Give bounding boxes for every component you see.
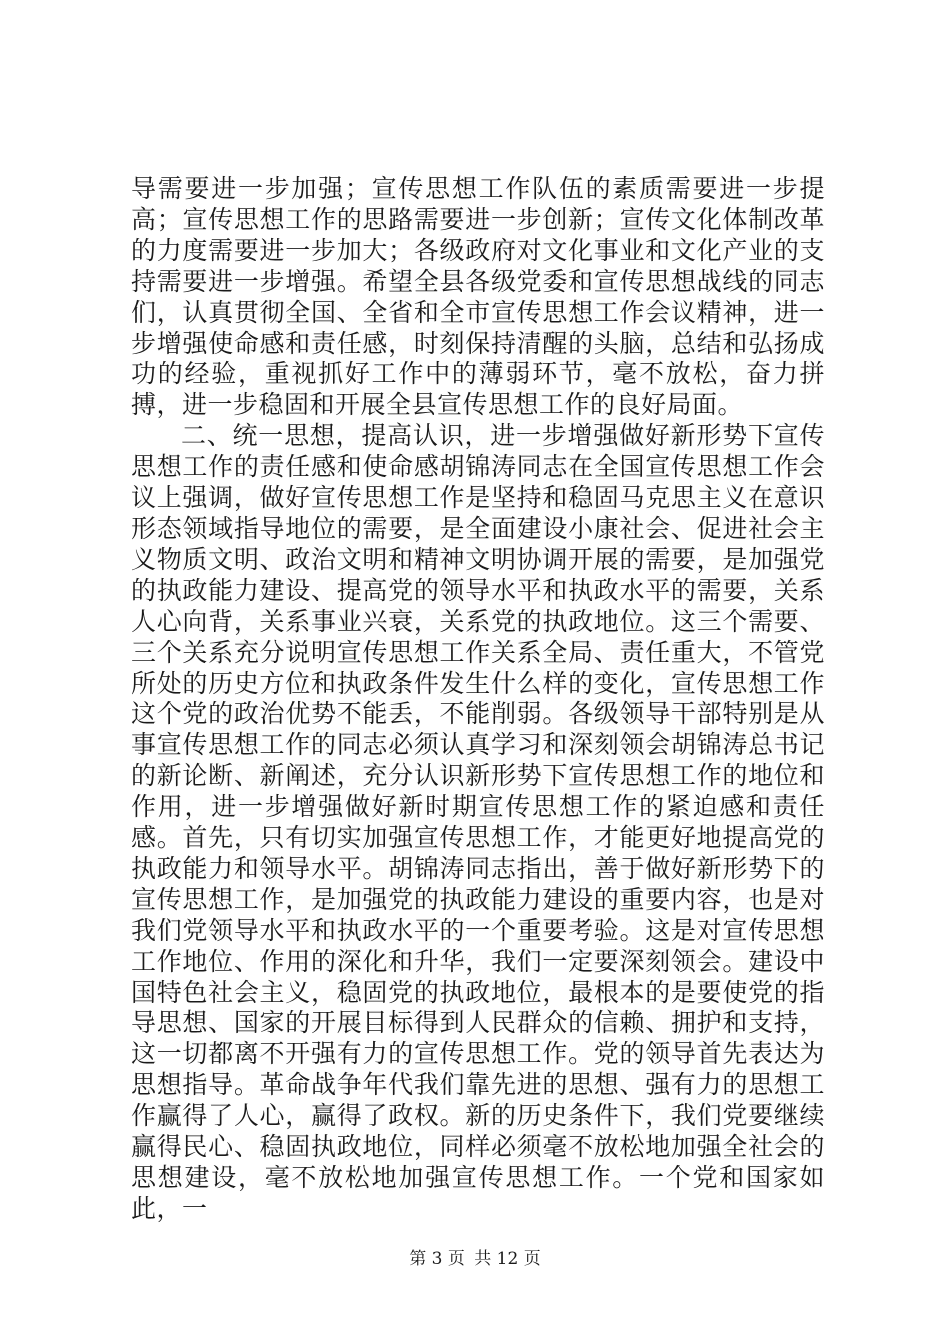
document-body xyxy=(131,174,825,1225)
page-number: 第 3 页 xyxy=(409,1249,465,1269)
page-footer xyxy=(0,1244,950,1269)
paragraph-1: 导需要进一步加强；宣传思想工作队伍的素质需要进一步提高；宣传思想工作的思路需要进一步创新；宣传文化体制改革的力度需要进一步加大；各级政府对文化事业和文化产业的支持需要进一步增强。希望全县各级党委和宣传思想战线的同志们，认真贯彻全国、全省和全市宣传思想工作会议精神，进一步增强使命感和责任感，时刻保持清醒的头脑，总结和弘扬成功的经验，重视抓好工作中的薄弱环节，毫不放松，奋力拼搏，进一步稳固和开展全县宣传思想工作的良好局面。 xyxy=(131,174,825,420)
page-total: 共 12 页 xyxy=(474,1249,541,1269)
paragraph-2: 二、统一思想，提高认识，进一步增强做好新形势下宣传思想工作的责任感和使命感胡锦涛同志在全国宣传思想工作会议上强调，做好宣传思想工作是坚持和稳固马克思主义在意识形态领域指导地位的需要，是全面建设小康社会、促进社会主义物质文明、政治文明和精神文明协调开展的需要，是加强党的执政能力建设、提高党的领导水平和执政水平的需要，关系人心向背，关系事业兴衰，关系党的执政地位。这三个需要、三个关系充分说明宣传思想工作关系全局、责任重大，不管党所处的历史方位和执政条件发生什么样的变化，宣传思想工作这个党的政治优势不能丢，不能削弱。各级领导干部特别是从事宣传思想工作的同志必须认真学习和深刻领会胡锦涛总书记的新论断、新阐述，充分认识新形势下宣传思想工作的地位和作用，进一步增强做好新时期宣传思想工作的紧迫感和责任感。首先，只有切实加强宣传思想工作，才能更好地提高党的执政能力和领导水平。胡锦涛同志指出，善于做好新形势下的宣传思想工作，是加强党的执政能力建设的重要内容，也是对我们党领导水平和执政水平的一个重要考验。这是对宣传思想工作地位、作用的深化和升华，我们一定要深刻领会。建设中国特色社会主义，稳固党的执政地位，最根本的是要使党的指导思想、国家的开展目标得到人民群众的信赖、拥护和支持，这一切都离不开强有力的宣传思想工作。党的领导首先表达为思想指导。革命战争年代我们靠先进的思想、强有力的思想工作赢得了人心，赢得了政权。新的历史条件下，我们党要继续赢得民心、稳固执政地位，同样必须毫不放松地加强全社会的思想建设，毫不放松地加强宣传思想工作。一个党和国家如此，一 xyxy=(131,421,825,1223)
